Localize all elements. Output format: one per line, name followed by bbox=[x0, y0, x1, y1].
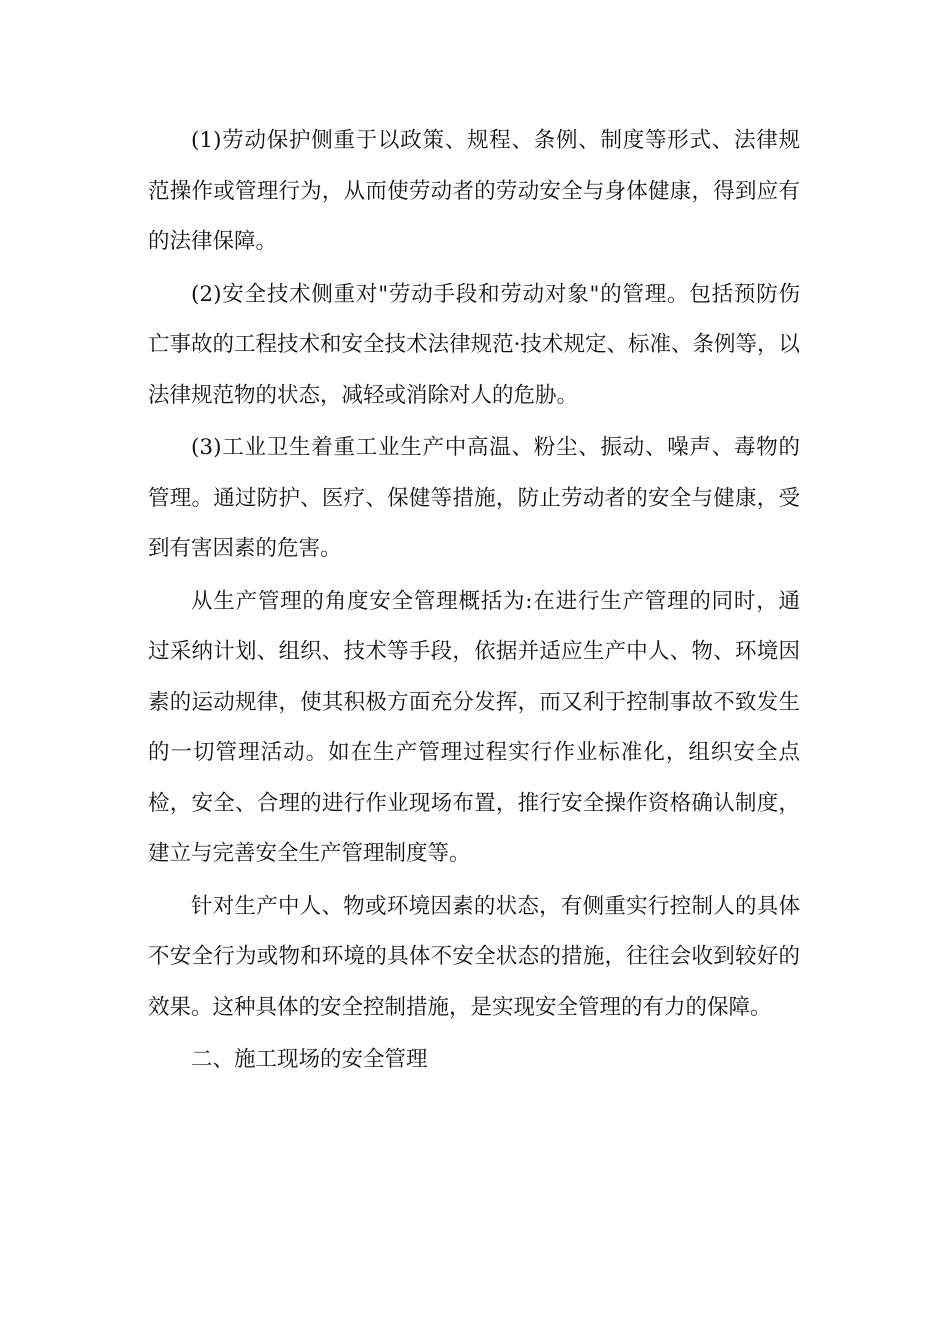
paragraph-safety-technology: (2)安全技术侧重对"劳动手段和劳动对象"的管理。包括预防伤亡事故的工程技术和安全技术法律规范·技术规定、标准、条例等，以法律规范物的状态，减轻或消除对人的危胁。 bbox=[148, 281, 800, 408]
paragraph-labor-protection: (1)劳动保护侧重于以政策、规程、条例、制度等形式、法律规范操作或管理行为，从而使劳动者的劳动安全与身体健康，得到应有的法律保障。 bbox=[148, 128, 800, 254]
section-heading: 二、施工现场的安全管理 bbox=[191, 1047, 428, 1072]
document-body bbox=[148, 116, 800, 1088]
paragraph-industrial-hygiene: (3)工业卫生着重工业生产中高温、粉尘、振动、噪声、毒物的管理。通过防护、医疗、保健等措施，防止劳动者的安全与健康，受到有害因素的危害。 bbox=[148, 435, 800, 561]
paragraph-control-measures: 针对生产中人、物或环境因素的状态，有侧重实行控制人的具体不安全行为或物和环境的具体不安全状态的措施，往往会收到较好的效果。这种具体的安全控制措施，是实现安全管理的有力的保障。 bbox=[148, 893, 800, 1020]
paragraph-production-management: 从生产管理的角度安全管理概括为:在进行生产管理的同时，通过采纳计划、组织、技术等手段，依据并适应生产中人、物、环境因素的运动规律，使其积极方面充分发挥，而又利于控制事故不致发生的一切管理活动。如在生产管理过程实行作业标准化，组织安全点检，安全、合理的进行作业现场布置，推行安全操作资格确认制度，建立与完善安全生产管理制度等。 bbox=[148, 588, 800, 866]
